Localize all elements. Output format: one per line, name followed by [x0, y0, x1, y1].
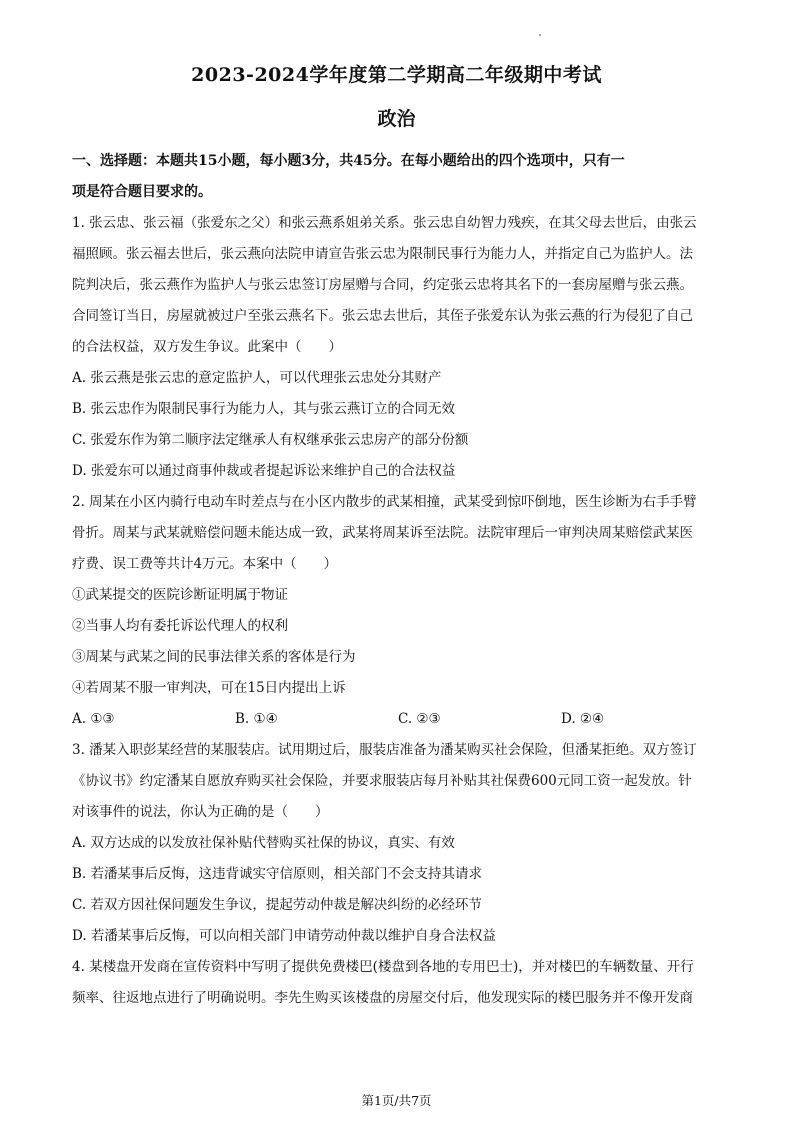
option-b: B. 张云忠作为限制民事行为能力人，其与张云燕订立的合同无效	[72, 401, 456, 417]
question-1	[72, 208, 724, 487]
question-text-line: 院判决后，张云燕作为监护人与张云忠签订房屋赠与合同，约定张云忠将其名下的一套房屋赠与张云燕。	[72, 277, 693, 293]
statement-4: ④若周某不服一审判决，可在15日内提出上诉	[72, 680, 346, 696]
option-d: D. 张爱东可以通过商事仲裁或者提起诉讼来维护自己的合法权益	[72, 463, 456, 479]
question-text-line: 合同签订当日，房屋就被过户至张云燕名下。张云忠去世后，其侄子张爱东认为张云燕的行为侵犯了自己	[72, 308, 693, 324]
option-c: C. 若双方因社保问题发生争议，提起劳动仲裁是解决纠纷的必经环节	[72, 897, 482, 913]
question-text-line: 的合法权益，双方发生争议。此案中（ ）	[72, 339, 342, 355]
question-2	[72, 487, 724, 735]
section-heading-line-1: 一、选择题：本题共15小题，每小题3分，共45分。在每小题给出的四个选项中，只有一	[72, 153, 625, 169]
question-3	[72, 735, 724, 952]
question-text-line: 2. 周某在小区内骑行电动车时差点与在小区内散步的武某相撞，武某受到惊吓倒地，医生诊断为右手手臂	[72, 494, 697, 510]
option-d: D. ②④	[561, 711, 605, 727]
statement-3: ③周某与武某之间的民事法律关系的客体是行为	[72, 649, 356, 665]
question-text-line: 疗费、误工费等共计4万元。本案中（ ）	[72, 556, 338, 572]
question-text-line: 1. 张云忠、张云福（张爱东之父）和张云燕系姐弟关系。张云忠自幼智力残疾，在其父母去世后，由张云	[72, 215, 697, 231]
question-text-line: 骨折。周某与武某就赔偿问题未能达成一致，武某将周某诉至法院。法院审理后一审判决周某赔偿武某医	[72, 525, 693, 541]
option-a: A. 张云燕是张云忠的意定监护人，可以代理张云忠处分其财产	[72, 370, 442, 386]
scan-dot	[539, 34, 541, 36]
question-text-line: 对该事件的说法，你认为正确的是（ ）	[72, 804, 329, 820]
subject-title: 政治	[377, 108, 416, 130]
question-4	[72, 952, 724, 1014]
option-b: B. ①④	[235, 711, 278, 727]
option-a: A. 双方达成的以发放社保补贴代替购买社保的协议，真实、有效	[72, 835, 455, 851]
question-text-line: 频率、往返地点进行了明确说明。李先生购买该楼盘的房屋交付后，他发现实际的楼巴服务并不像开发商	[72, 990, 693, 1006]
exam-content	[72, 146, 724, 1014]
option-c: C. 张爱东作为第二顺序法定继承人有权继承张云忠房产的部分份额	[72, 432, 469, 448]
statement-2: ②当事人均有委托诉讼代理人的权利	[72, 618, 288, 634]
option-d: D. 若潘某事后反悔，可以向相关部门申请劳动仲裁以维护自身合法权益	[72, 928, 496, 944]
section-heading-line-2: 项是符合题目要求的。	[72, 184, 212, 200]
question-text-line: 4. 某楼盘开发商在宣传资料中写明了提供免费楼巴(楼盘到各地的专用巴士)，并对楼巴的车辆数量、开行	[72, 959, 694, 975]
options-row	[72, 704, 724, 735]
statement-1: ①武某提交的医院诊断证明属于物证	[72, 587, 288, 603]
question-text-line: 《协议书》约定潘某自愿放弃购买社会保险，并要求服装店每月补贴其社保费600元同工资一起发放。针	[72, 773, 692, 789]
question-text-line: 福照顾。张云福去世后，张云燕向法院申请宣告张云忠为限制民事行为能力人，并指定自己为监护人。法	[72, 246, 693, 262]
option-b: B. 若潘某事后反悔，这违背诚实守信原则，相关部门不会支持其请求	[72, 866, 483, 882]
page-number: 第1页/共7页	[361, 1093, 432, 1108]
exam-title: 2023-2024学年度第二学期高二年级期中考试	[191, 64, 602, 86]
option-c: C. ②③	[398, 711, 441, 727]
question-text-line: 3. 潘某入职彭某经营的某服装店。试用期过后，服装店准备为潘某购买社会保险，但潘某拒绝。双方签订	[72, 742, 697, 758]
option-a: A. ①③	[72, 711, 115, 727]
